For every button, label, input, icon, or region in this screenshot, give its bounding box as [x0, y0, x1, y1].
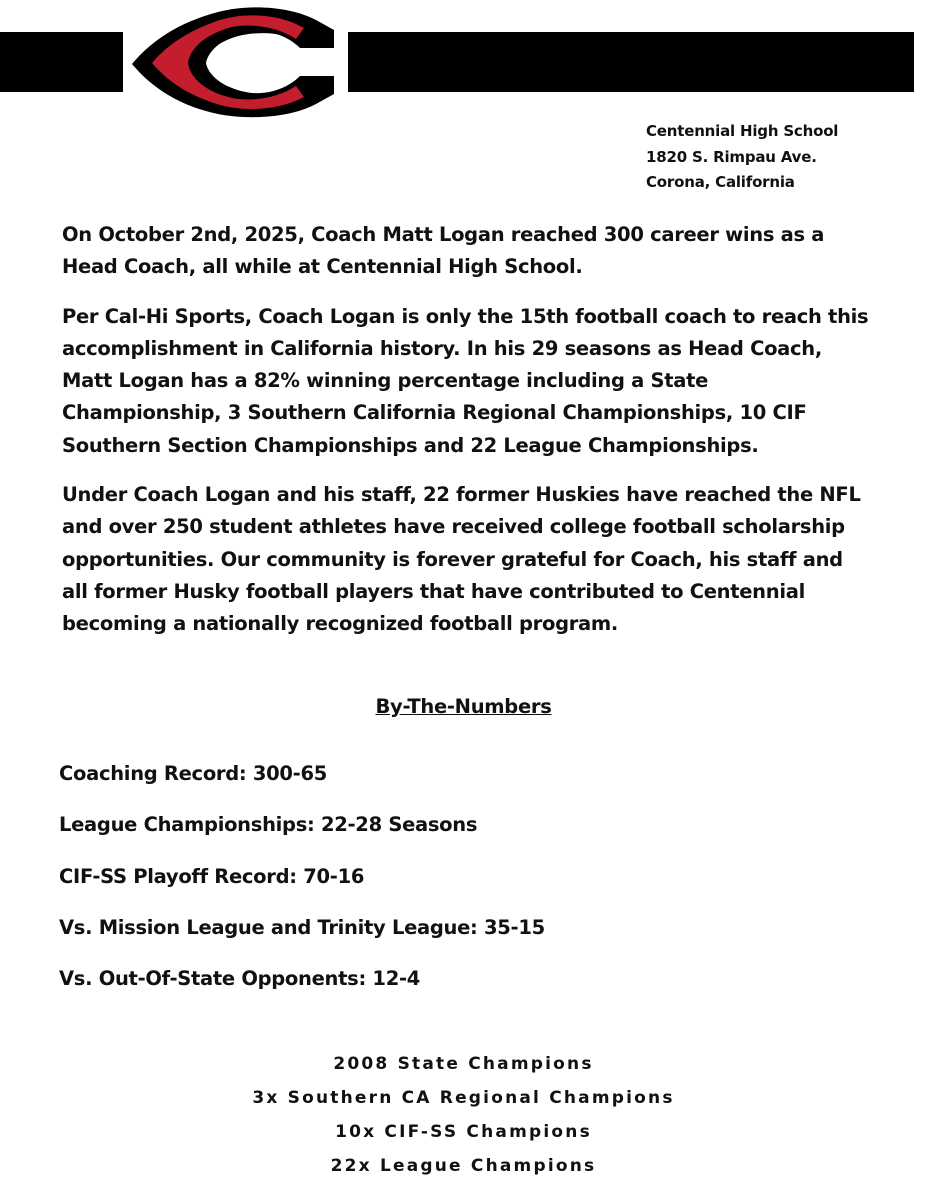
- stat-out-of-state: Vs. Out-Of-State Opponents: 12-4: [59, 967, 421, 991]
- header-bar-right: [348, 32, 914, 92]
- address-street: 1820 S. Rimpau Ave.: [646, 147, 817, 166]
- championship-item: 22x League Champions: [330, 1156, 597, 1176]
- stat-mission-trinity: Vs. Mission League and Trinity League: 35-15: [59, 915, 545, 939]
- paragraph-milestone: On October 2nd, 2025, Coach Matt Logan reached 300 career wins as a Head Coach, all while at Centennial High School.: [62, 223, 825, 279]
- stat-league-championships: League Championships: 22-28 Seasons: [59, 813, 478, 837]
- address-city: Corona, California: [646, 173, 795, 191]
- address-school-name: Centennial High School: [646, 122, 839, 140]
- block-c-logo-icon: [128, 6, 336, 120]
- championship-item: 10x CIF-SS Champions: [335, 1122, 592, 1142]
- stat-playoff-record: CIF-SS Playoff Record: 70-16: [59, 864, 365, 888]
- championship-item: 3x Southern CA Regional Champions: [252, 1088, 675, 1108]
- numbers-heading: By-The-Numbers: [375, 695, 552, 718]
- stat-coaching-record: Coaching Record: 300-65: [59, 762, 328, 785]
- championships-list: [0, 1047, 927, 1183]
- paragraph-community: Under Coach Logan and his staff, 22 former Huskies have reached the NFL and over 250 student athletes have received college football scholarship opportunities. Our community is forever grateful for Coach, his staff and all former Husky football players that have contributed to Centennial becoming a nationally recognized football program.: [62, 483, 861, 636]
- paragraph-history: Per Cal-Hi Sports, Coach Logan is only the 15th football coach to reach this accomplishment in California history. In his 29 seasons as Head Coach, Matt Logan has a 82% winning percentage including a State Championship, 3 Southern California Regional Championships, 10 CIF Southern Section Championships and 22 League Championships.: [62, 304, 869, 457]
- stats-list: [59, 758, 545, 1014]
- championship-item: 2008 State Champions: [333, 1054, 594, 1074]
- header-bar-left: [0, 32, 123, 92]
- announcement-body: [62, 219, 872, 658]
- school-address: [646, 119, 838, 196]
